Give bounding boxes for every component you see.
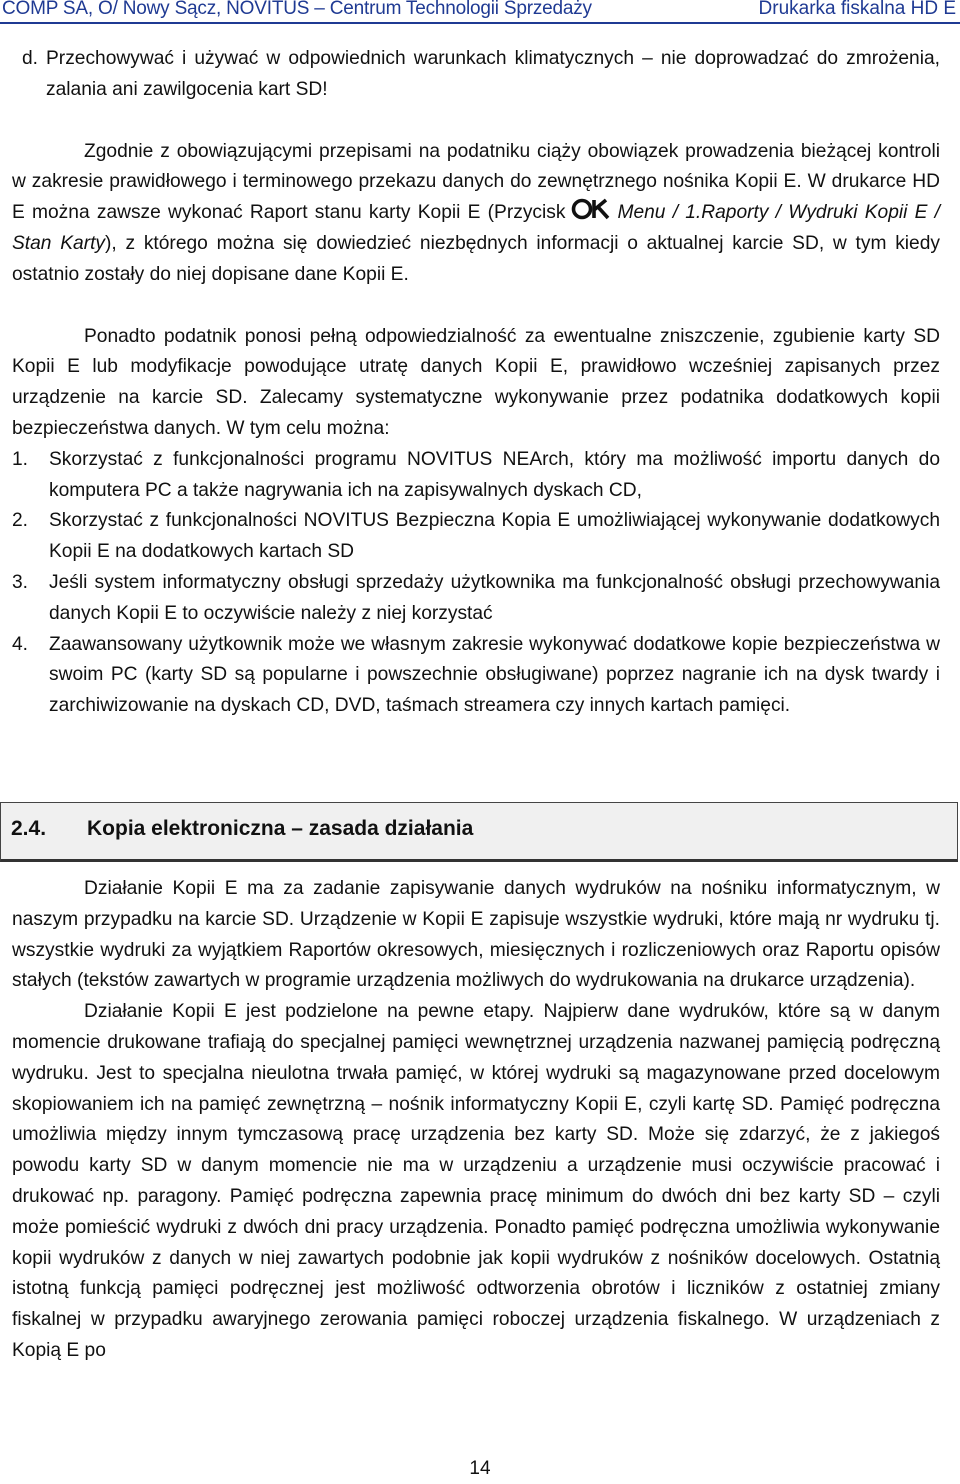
header-product: Drukarka fiskalna HD E [758, 0, 956, 19]
paragraph-copy-stages: Działanie Kopii E jest podzielone na pewne etapy. Najpierw dane wydruków, które są w danym momencie drukowane trafiają do specjalnej pamięci wewnętrznej urządzenia nazwanej pamięcią podręczną wydruku. Jest to specjalna nieulotna trwała pamięć, w której wydruki są magazynowane przed docelowym skopiowaniem ich na pamięć zewnętrzną – nośnik informatyczny Kopii E, czyli kartę SD. Pamięć podręczna umożliwia między innym tymczasową pracę urządzenia bez karty SD. Może się zdarzyć, że z jakiegoś powodu karty SD w danym momencie nie ma w urządzeniu a urządzenie musi oczywiście pracować i drukować np. paragony. Pamięć podręczna zapewnia pracę minimum do dwóch dni bez karty SD – czyli może pomieścić wydruki z dwóch dni pracy urządzenia. Ponadto pamięć podręczna umożliwia wykonywanie kopii wydruków z danych w niej zawartych podobnie jak kopii wydruków z nośników docelowych. Ostatnią istotną funkcją pamięci podręcznej jest możliwość odtworzenia obrotów i liczników z ostatniej zmiany fiskalnej w przypadku awaryjnego zerowania pamięci roboczej urządzenia fiskalnego. W urządzeniach z Kopią E po [12, 1001, 940, 1361]
page-header [0, 0, 960, 24]
paragraph-copy-purpose: Działanie Kopii E ma za zadanie zapisywanie danych wydruków na nośniku informatycznym, w naszym przypadku na karcie SD. Urządzenie w Kopii E zapisuje wszystkie wydruki, które mają nr wydruku tj. wszystkie wydruki za wyjątkiem Raportów okresowych, miesięcznych i rozliczeniowych oraz Raportu opisów stałych (tekstów zawartych w programie urządzenia możliwych do wydrukowania na drukarce urządzenia). [12, 878, 940, 992]
ok-button-icon [571, 198, 611, 220]
header-company: COMP SA, O/ Nowy Sącz, NOVITUS – Centrum Technologii Sprzedaży [2, 0, 592, 19]
list-item: 1. Skorzystać z funkcjonalności programu NOVITUS NEArch, który ma możliwość importu danych do komputera PC a także nagrywania ich na zapisywalnych dyskach CD, [12, 448, 940, 501]
content-top [12, 44, 940, 722]
backup-options-list [12, 445, 940, 722]
section-heading [0, 802, 958, 862]
list-item: 2. Skorzystać z funkcjonalności NOVITUS Bezpieczna Kopia E umożliwiającej wykonywanie dodatkowych Kopii E na dodatkowych kartach SD [12, 510, 940, 563]
paragraph-text: Zgodnie z obowiązującymi przepisami na podatniku ciąży obowiązek prowadzenia bieżącej kontroli w zakresie prawidłowego i terminowego przekazu danych do zewnętrznego nośnika Kopii E. W drukarce HD E można zawsze wykonać Raport stanu karty Kopii E (Przycisk [12, 140, 940, 224]
list-item: 4. Zaawansowany użytkownik może we własnym zakresie wykonywać dodatkowe kopie bezpieczeństwa w swoim PC (karty SD są popularne i powszechnie obsługiwane) poprzez nagranie ich na dysk twardy i zarchiwizowanie na dyskach CD, DVD, taśmach streamera czy innych kartach pamięci. [12, 633, 940, 717]
list-item-d [12, 44, 940, 106]
paragraph-responsibility: Ponadto podatnik ponosi pełną odpowiedzialność za ewentualne zniszczenie, zgubienie karty SD Kopii E lub modyfikacje powodujące utratę danych Kopii E, prawidłowo wcześniej zapisanych przez urządzenie na karcie SD. Zalecamy systematyczne wykonywanie przez podatnika dodatkowych kopii bezpieczeństwa danych. W tym celu można: [12, 325, 940, 439]
list-text: Przechowywać i używać w odpowiednich warunkach klimatycznych – nie doprowadzać do zmrożenia, zalania ani zawilgocenia kart SD! [46, 48, 940, 100]
menu-path: Menu / 1.Raporty / Wydruki Kopii E / Stan Karty [12, 202, 940, 254]
paragraph-text-continued: ), z którego można się dowiedzieć niezbędnych informacji o aktualnej karcie SD, w tym kiedy ostatnio zostały do niej dopisane dane Kopii E. [12, 232, 940, 285]
ok-label: OK [571, 198, 573, 200]
paragraph-control [12, 137, 940, 291]
list-marker: d. [22, 48, 39, 69]
list-item: 3. Jeśli system informatyczny obsługi sprzedaży użytkownika ma funkcjonalność obsługi przechowywania danych Kopii E to oczywiście należy z niej korzystać [12, 571, 940, 624]
section-number: 2.4. [11, 817, 47, 840]
page-number: 14 [469, 1458, 491, 1479]
content-bottom [12, 874, 940, 1367]
section-title: Kopia elektroniczna – zasada działania [87, 817, 474, 840]
